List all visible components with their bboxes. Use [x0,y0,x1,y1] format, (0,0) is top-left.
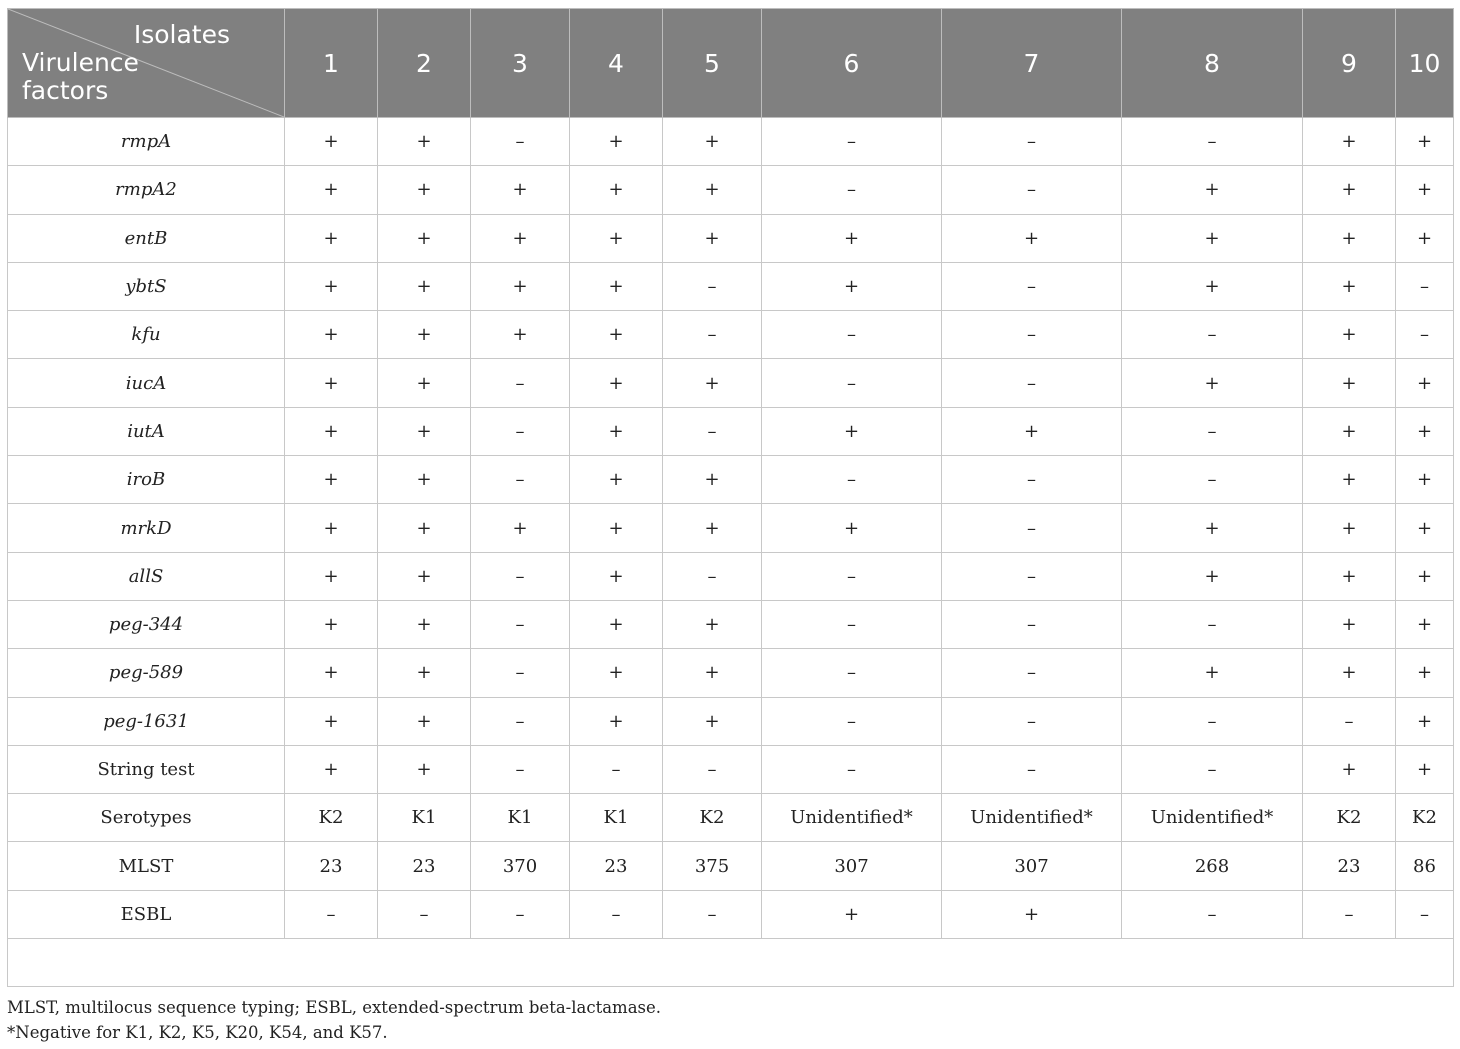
table-cell: + [378,600,471,648]
table-cell: + [1396,359,1454,407]
table-cell: + [1122,262,1303,310]
row-label: Serotypes [8,794,285,842]
table-cell: + [378,552,471,600]
table-cell: + [378,456,471,504]
table-cell: + [570,600,663,648]
column-header-isolate: 7 [942,9,1122,118]
table-cell: + [570,504,663,552]
table-cell: – [942,166,1122,214]
table-cell: – [762,456,942,504]
table-cell: + [570,359,663,407]
table-cell: – [663,262,762,310]
table-row [8,311,1454,359]
row-label: ESBL [8,890,285,938]
table-cell: – [942,262,1122,310]
table-cell: + [1303,600,1396,648]
table-cell: K2 [663,794,762,842]
table-row [8,504,1454,552]
virulence-factors-table [7,8,1454,987]
table-cell: + [663,600,762,648]
table-cell: – [471,359,570,407]
table-cell: + [285,214,378,262]
table-cell: + [285,407,378,455]
table-cell: + [471,504,570,552]
table-cell: + [471,214,570,262]
table-row [8,214,1454,262]
table-cell: + [663,456,762,504]
table-cell: K1 [378,794,471,842]
table-cell: – [762,166,942,214]
table-cell: + [285,600,378,648]
table-cell: – [762,552,942,600]
table-row [8,552,1454,600]
table-cell: + [285,745,378,793]
row-label: peg-344 [8,600,285,648]
table-cell: + [1396,504,1454,552]
row-label: iutA [8,407,285,455]
table-cell: K1 [570,794,663,842]
table-cell: + [1303,311,1396,359]
table-cell: + [1122,214,1303,262]
row-label: MLST [8,842,285,890]
table-cell: – [471,600,570,648]
table-cell: 268 [1122,842,1303,890]
table-cell: K2 [1303,794,1396,842]
table-cell: – [762,359,942,407]
table-cell: – [663,407,762,455]
table-cell: – [1122,697,1303,745]
empty-cell [8,939,1454,987]
table-cell: – [570,745,663,793]
table-body [8,118,1454,987]
table-cell: – [471,890,570,938]
table-cell: 23 [378,842,471,890]
column-header-isolate: 1 [285,9,378,118]
table-cell: + [570,649,663,697]
row-label: kfu [8,311,285,359]
table-cell: + [471,166,570,214]
table-cell: + [1303,407,1396,455]
table-cell: – [762,118,942,166]
table-cell: + [570,407,663,455]
table-cell: + [762,890,942,938]
table-row [8,262,1454,310]
table-cell: + [762,262,942,310]
table-cell: + [570,214,663,262]
table-cell: – [471,697,570,745]
table-cell: 307 [942,842,1122,890]
table-cell: – [471,456,570,504]
table-cell: + [1122,166,1303,214]
table-cell: + [1122,552,1303,600]
table-row [8,890,1454,938]
table-cell: + [378,407,471,455]
table-cell: + [1303,745,1396,793]
table-cell: 23 [1303,842,1396,890]
table-cell: – [1396,890,1454,938]
table-cell: + [1396,745,1454,793]
table-footnotes [7,995,661,1045]
table-cell: – [663,890,762,938]
table-cell: Unidentified* [1122,794,1303,842]
table-cell: + [285,359,378,407]
table-cell: – [942,118,1122,166]
table-cell: + [1303,118,1396,166]
table-cell: – [1396,311,1454,359]
row-label: rmpA [8,118,285,166]
table-cell: + [942,214,1122,262]
table-row [8,407,1454,455]
table-cell: 370 [471,842,570,890]
row-label: mrkD [8,504,285,552]
virulence-table-container [7,8,1453,987]
table-cell: – [942,745,1122,793]
table-cell: 86 [1396,842,1454,890]
table-row [8,794,1454,842]
row-label: peg-589 [8,649,285,697]
table-cell: – [1122,456,1303,504]
table-cell: + [378,504,471,552]
table-row [8,359,1454,407]
table-cell: – [942,456,1122,504]
table-cell: – [942,649,1122,697]
table-cell: + [762,504,942,552]
table-cell: – [471,745,570,793]
table-cell: + [285,311,378,359]
table-cell: – [942,552,1122,600]
table-cell: + [570,311,663,359]
table-cell: + [570,166,663,214]
table-cell: + [1303,359,1396,407]
table-cell: + [1396,600,1454,648]
column-header-isolate: 3 [471,9,570,118]
table-cell: – [942,697,1122,745]
table-cell: + [1122,649,1303,697]
row-label: peg-1631 [8,697,285,745]
table-cell: + [1396,214,1454,262]
table-cell: – [1122,118,1303,166]
table-cell: + [663,649,762,697]
table-cell: + [1303,649,1396,697]
header-row [8,9,1454,118]
column-header-isolate: 6 [762,9,942,118]
table-cell: + [285,166,378,214]
table-cell: – [942,600,1122,648]
column-header-isolate: 10 [1396,9,1454,118]
table-cell: + [1303,214,1396,262]
table-cell: – [471,407,570,455]
table-row [8,166,1454,214]
table-cell: + [1122,504,1303,552]
table-cell: – [762,745,942,793]
table-cell: K1 [471,794,570,842]
table-cell: – [570,890,663,938]
table-cell: + [378,166,471,214]
table-cell: + [285,649,378,697]
table-cell: + [378,311,471,359]
table-cell: – [1122,890,1303,938]
row-label: entB [8,214,285,262]
table-cell: + [378,214,471,262]
table-header [8,9,1454,118]
table-cell: Unidentified* [762,794,942,842]
table-cell: – [471,649,570,697]
corner-label-virulence-factors: Virulence factors [22,48,139,105]
table-cell: + [378,262,471,310]
table-cell: + [1303,262,1396,310]
table-cell: – [1303,697,1396,745]
table-cell: – [942,359,1122,407]
table-cell: + [570,262,663,310]
table-cell: – [762,311,942,359]
table-cell: + [1396,456,1454,504]
table-cell: + [1396,649,1454,697]
column-header-isolate: 2 [378,9,471,118]
table-cell: + [570,697,663,745]
table-cell: + [762,407,942,455]
table-row [8,842,1454,890]
table-cell: + [1303,456,1396,504]
table-cell: – [1122,600,1303,648]
table-row [8,118,1454,166]
table-cell: + [570,118,663,166]
table-cell: + [663,118,762,166]
table-row [8,456,1454,504]
table-cell: – [663,311,762,359]
table-cell: + [1396,407,1454,455]
row-label: String test [8,745,285,793]
table-cell: + [1303,552,1396,600]
table-cell: + [1122,359,1303,407]
table-cell: + [285,697,378,745]
table-row [8,649,1454,697]
table-cell: + [762,214,942,262]
table-cell: + [1303,504,1396,552]
table-cell: – [1303,890,1396,938]
table-cell: – [762,600,942,648]
corner-header-cell [8,9,285,118]
table-cell: + [1396,697,1454,745]
table-cell: + [663,697,762,745]
column-header-isolate: 4 [570,9,663,118]
table-cell: – [663,745,762,793]
table-cell: + [285,504,378,552]
table-cell: 23 [570,842,663,890]
table-cell: + [942,890,1122,938]
table-cell: Unidentified* [942,794,1122,842]
table-cell: + [378,118,471,166]
table-cell: – [1122,407,1303,455]
table-cell: + [378,745,471,793]
table-cell: 23 [285,842,378,890]
table-cell: + [378,649,471,697]
table-cell: + [570,456,663,504]
footnote-serotype: *Negative for K1, K2, K5, K20, K54, and K57. [7,1023,388,1042]
table-cell: + [471,262,570,310]
table-cell: – [471,118,570,166]
table-cell: 307 [762,842,942,890]
table-cell: – [285,890,378,938]
column-header-isolate: 5 [663,9,762,118]
table-spacer-row [8,939,1454,987]
table-cell: – [1122,311,1303,359]
table-cell: K2 [285,794,378,842]
table-cell: – [471,552,570,600]
table-cell: + [285,456,378,504]
table-cell: + [378,697,471,745]
table-cell: + [663,214,762,262]
table-cell: – [942,504,1122,552]
table-cell: + [285,118,378,166]
table-cell: + [1396,118,1454,166]
table-cell: + [285,262,378,310]
table-cell: – [942,311,1122,359]
footnote-abbreviations: MLST, multilocus sequence typing; ESBL, extended-spectrum beta-lactamase. [7,998,662,1017]
row-label: rmpA2 [8,166,285,214]
table-cell: K2 [1396,794,1454,842]
row-label: allS [8,552,285,600]
table-cell: – [378,890,471,938]
row-label: iucA [8,359,285,407]
corner-label-isolates: Isolates [133,20,230,49]
table-cell: + [663,359,762,407]
column-header-isolate: 9 [1303,9,1396,118]
table-cell: – [663,552,762,600]
table-cell: – [1122,745,1303,793]
row-label: ybtS [8,262,285,310]
table-cell: – [762,649,942,697]
table-row [8,600,1454,648]
table-cell: – [762,697,942,745]
table-cell: + [285,552,378,600]
table-cell: + [663,504,762,552]
table-cell: + [1396,552,1454,600]
table-cell: 375 [663,842,762,890]
table-cell: – [1396,262,1454,310]
table-cell: + [942,407,1122,455]
row-label: iroB [8,456,285,504]
table-cell: + [663,166,762,214]
table-row [8,745,1454,793]
table-cell: + [378,359,471,407]
table-row [8,697,1454,745]
table-cell: + [1303,166,1396,214]
table-cell: + [570,552,663,600]
column-header-isolate: 8 [1122,9,1303,118]
table-cell: + [1396,166,1454,214]
table-cell: + [471,311,570,359]
